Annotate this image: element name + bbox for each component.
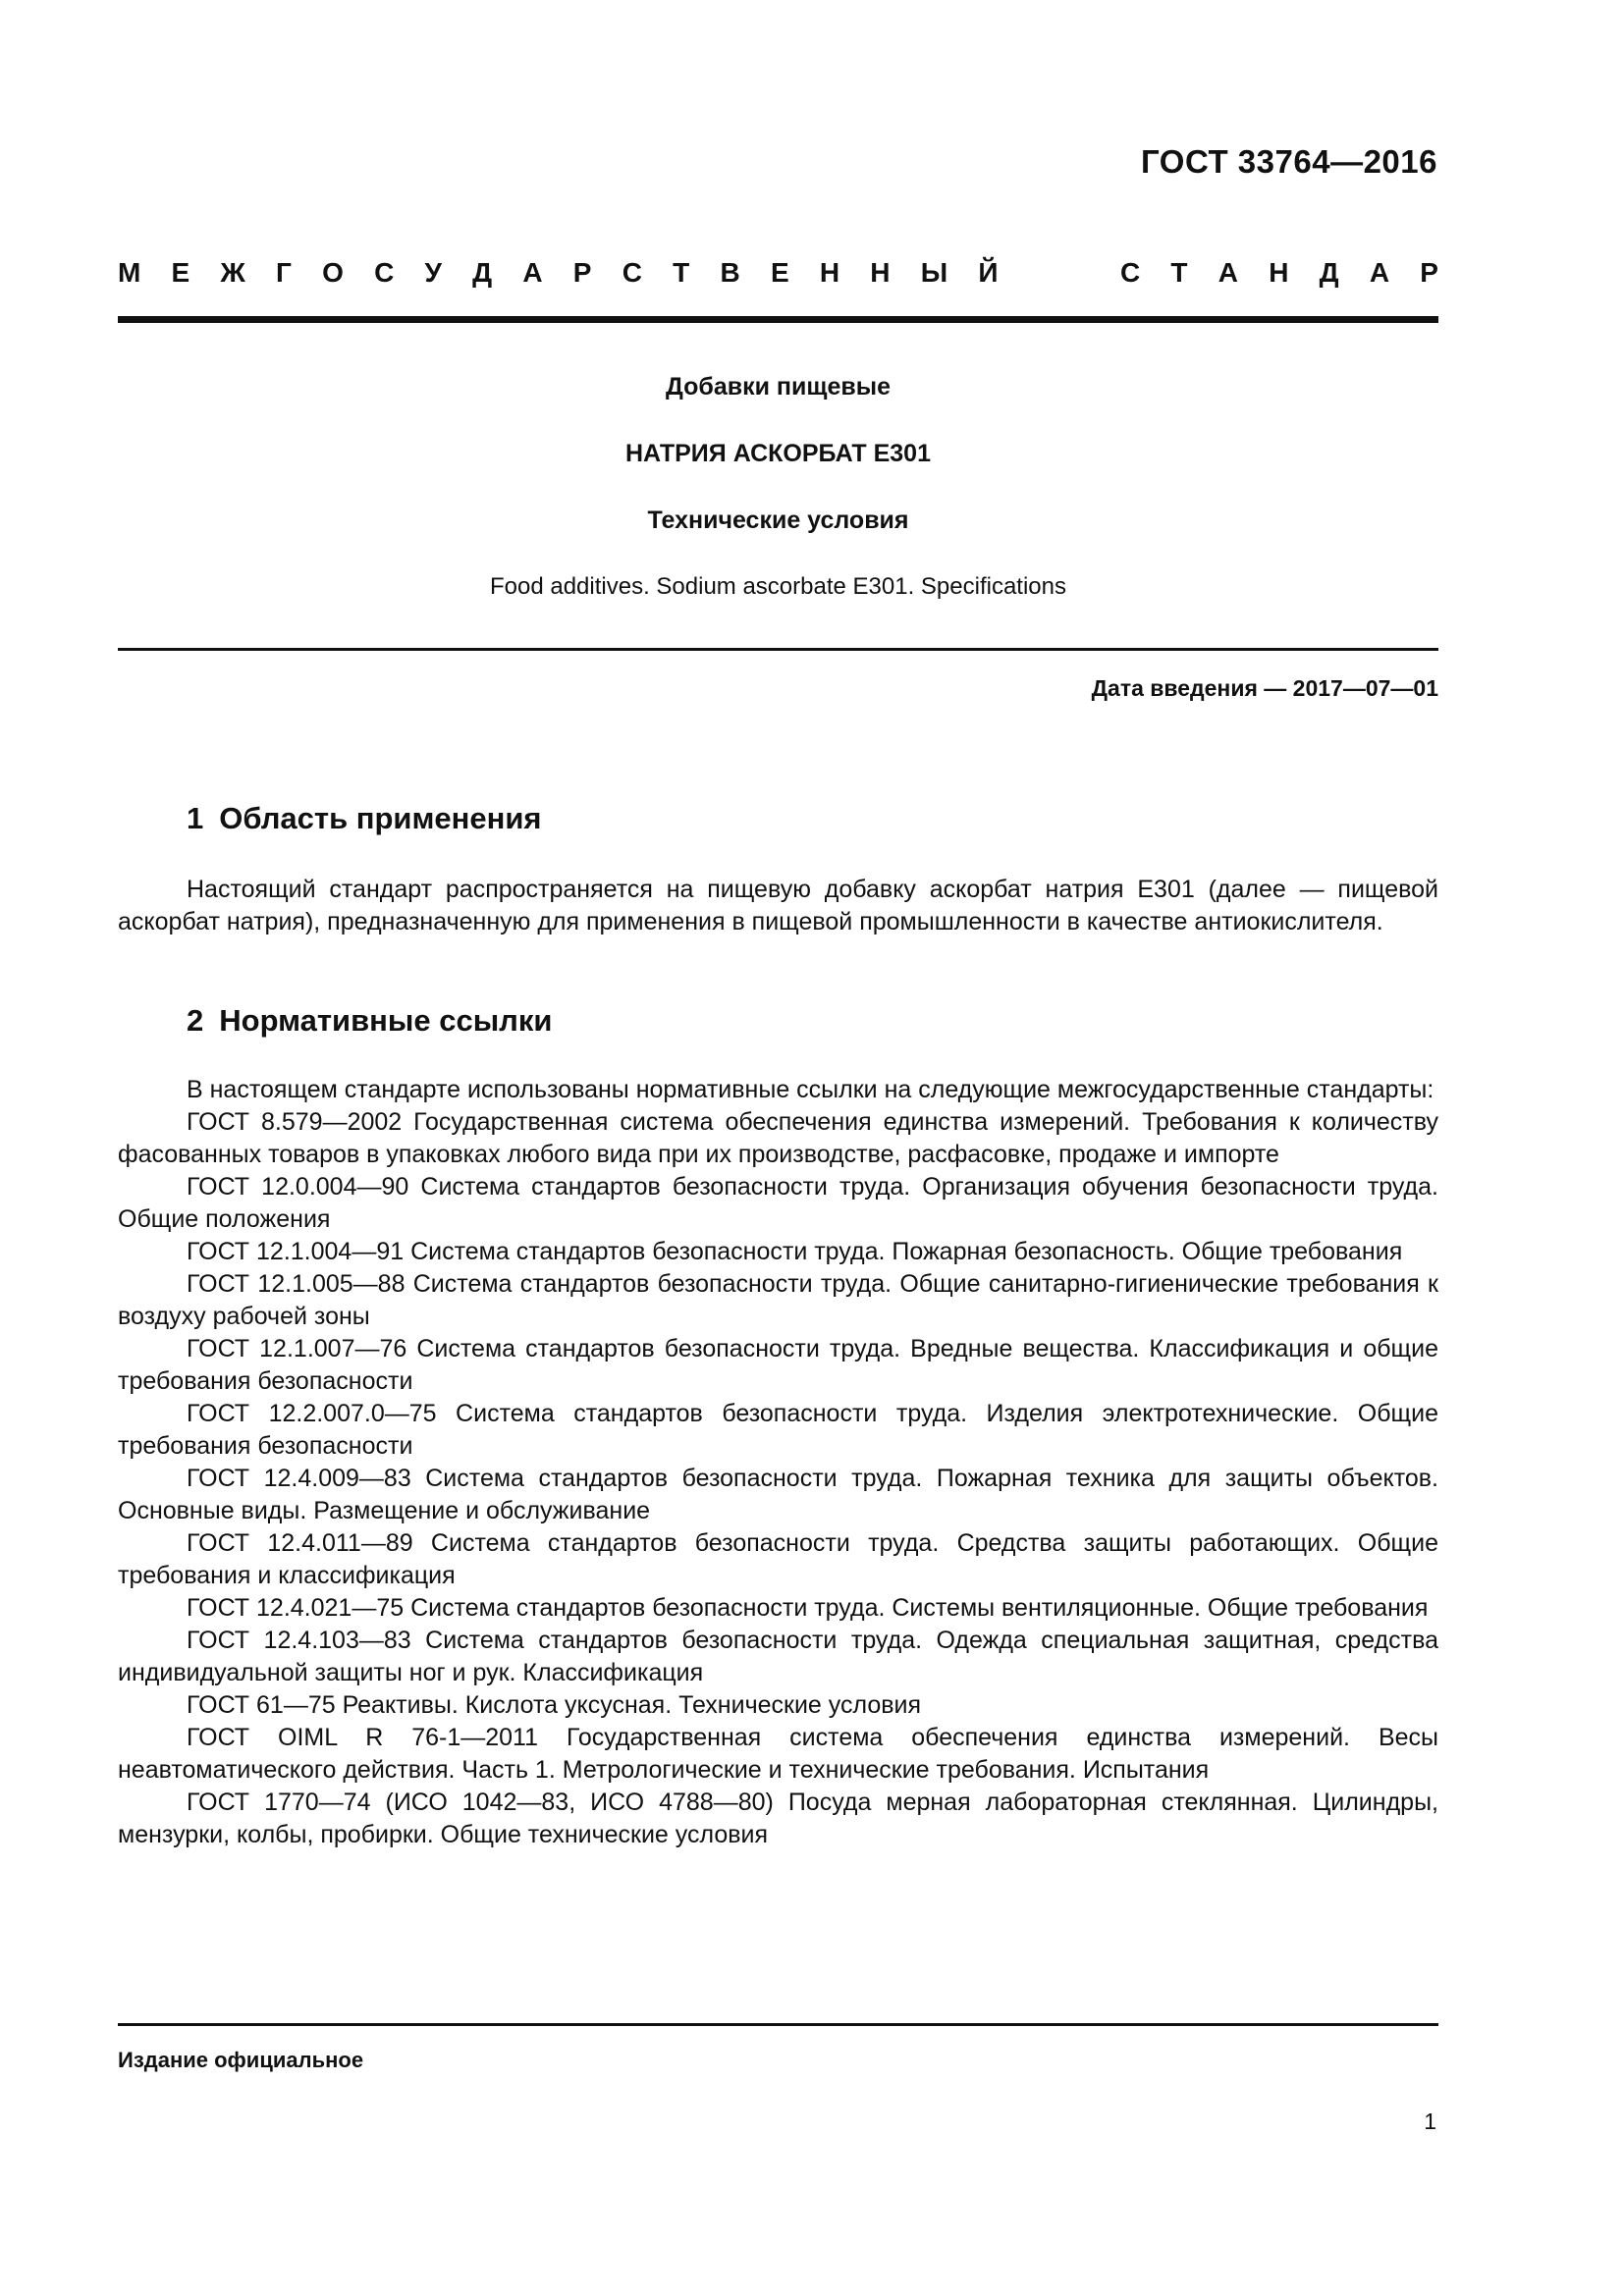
banner-letter: В <box>720 257 740 288</box>
banner-letter: О <box>322 257 344 288</box>
section-title: Область применения <box>219 801 542 835</box>
section-heading <box>187 1003 552 1039</box>
banner-letter: С <box>622 257 642 288</box>
title-english: Food additives. Sodium ascorbate E301. Specifications <box>489 573 1066 600</box>
reference-item: ГОСТ 12.1.005—88 Система стандартов безопасности труда. Общие санитарно-гигиенические требования к воздуху рабочей зоны <box>118 1270 1438 1330</box>
banner-letter: Р <box>1420 257 1438 288</box>
footer-divider <box>118 2023 1438 2026</box>
banner-letter: А <box>522 257 543 288</box>
reference-item: ГОСТ 12.0.004—90 Система стандартов безопасности труда. Организация обучения безопасности труда. Общие положения <box>118 1173 1438 1233</box>
section-body-references <box>118 1074 1438 1851</box>
page-number: 1 <box>1424 2109 1436 2134</box>
reference-item: ГОСТ 8.579—2002 Государственная система обеспечения единства измерений. Требования к количеству фасованных товаров в упаковках любого вида при их производстве, расфасовке, продаже и импорте <box>118 1108 1438 1168</box>
banner-letter: С <box>374 257 395 288</box>
banner-letter: Д <box>472 257 493 288</box>
banner-letter: Р <box>572 257 592 288</box>
section-body-scope <box>118 874 1438 938</box>
section-title: Нормативные ссылки <box>219 1003 553 1038</box>
reference-item: ГОСТ 12.4.021—75 Система стандартов безопасности труда. Системы вентиляционные. Общие требования <box>187 1594 1429 1622</box>
reference-item: ГОСТ 12.1.004—91 Система стандартов безопасности труда. Пожарная безопасность. Общие требования <box>187 1238 1403 1265</box>
introduction-date: Дата введения — 2017—07—01 <box>1091 675 1438 701</box>
title-category: Добавки пищевые <box>665 373 892 400</box>
reference-item: ГОСТ 61—75 Реактивы. Кислота уксусная. Технические условия <box>187 1691 922 1719</box>
section-number: 2 <box>187 1003 204 1038</box>
banner-letter: Ж <box>220 257 245 288</box>
banner-letter: А <box>1369 257 1390 288</box>
banner-word-gap <box>1029 257 1090 289</box>
reference-item: ГОСТ 1770—74 (ИСО 1042—83, ИСО 4788—80) Посуда мерная лабораторная стеклянная. Цилиндры, мензурки, колбы, пробирки. Общие технические условия <box>118 1789 1438 1848</box>
banner-letter: Д <box>1319 257 1339 288</box>
paragraph: В настоящем стандарте использованы нормативные ссылки на следующие межгосударственные стандарты: <box>187 1076 1434 1103</box>
banner-letter: С <box>1119 257 1141 288</box>
reference-item: ГОСТ 12.2.007.0—75 Система стандартов безопасности труда. Изделия электротехнические. Общие требования безопасности <box>118 1400 1438 1460</box>
banner-letter: Г <box>275 257 292 288</box>
reference-item: ГОСТ OIML R 76-1—2011 Государственная система обеспечения единства измерений. Весы неавтоматического действия. Часть 1. Метрологические и технические требования. Испытания <box>118 1724 1438 1784</box>
interstate-standard-banner <box>118 257 1438 289</box>
reference-item: ГОСТ 12.4.009—83 Система стандартов безопасности труда. Пожарная техника для защиты объектов. Основные виды. Размещение и обслуживание <box>118 1465 1438 1524</box>
banner-letter: Е <box>171 257 190 288</box>
paragraph: Настоящий стандарт распространяется на пищевую добавку аскорбат натрия Е301 (далее — пищевой аскорбат натрия), предназначенную для применения в пищевой промышленности в качестве антиокислителя. <box>118 876 1438 935</box>
banner-letter: Ы <box>920 257 948 288</box>
banner-letter: Н <box>1269 257 1289 288</box>
section-heading <box>187 801 542 836</box>
standard-code: ГОСТ 33764—2016 <box>1141 143 1437 180</box>
banner-letter: Й <box>978 257 999 288</box>
banner-letter: Н <box>870 257 891 288</box>
banner-letter: Н <box>819 257 840 288</box>
title-subtitle: Технические условия <box>647 507 909 534</box>
banner-letter: А <box>1217 257 1238 288</box>
reference-item: ГОСТ 12.4.011—89 Система стандартов безопасности труда. Средства защиты работающих. Общие требования и классификация <box>118 1529 1438 1589</box>
title-product: НАТРИЯ АСКОРБАТ Е301 <box>625 440 931 467</box>
title-divider <box>118 648 1438 651</box>
banner-letter: Т <box>1170 257 1188 288</box>
banner-letter: Т <box>673 257 690 288</box>
reference-item: ГОСТ 12.1.007—76 Система стандартов безопасности труда. Вредные вещества. Классификация и общие требования безопасности <box>118 1335 1438 1395</box>
edition-label: Издание официальное <box>118 2048 364 2072</box>
reference-item: ГОСТ 12.4.103—83 Система стандартов безопасности труда. Одежда специальная защитная, средства индивидуальной защиты ног и рук. Классификация <box>118 1627 1438 1686</box>
header-divider <box>118 316 1438 323</box>
banner-letter: У <box>424 257 442 288</box>
section-number: 1 <box>187 801 204 835</box>
banner-letter: Е <box>770 257 789 288</box>
banner-letter: М <box>118 257 141 288</box>
